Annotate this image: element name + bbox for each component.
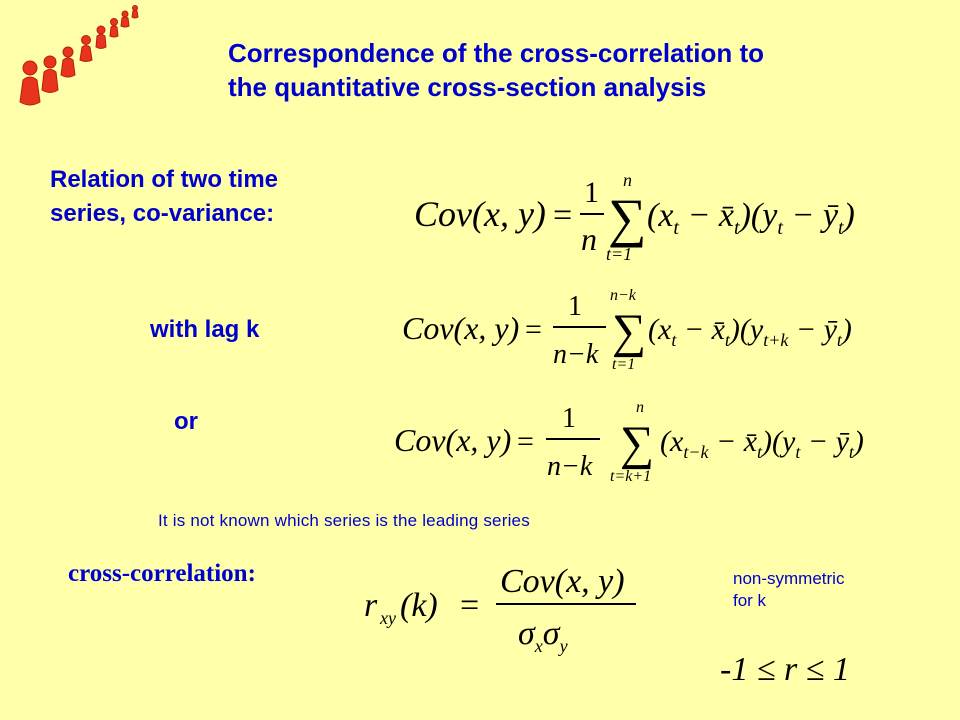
non-symmetric-note <box>733 568 844 612</box>
pawn-icon <box>132 6 138 19</box>
equals-sign: = <box>525 313 542 346</box>
fraction-denominator: n <box>581 221 597 257</box>
equals-sign: = <box>460 587 480 624</box>
non-symmetric-line-2: for k <box>733 591 767 610</box>
fraction-numerator: 1 <box>568 291 582 322</box>
fraction-numerator: 1 <box>562 403 576 434</box>
fraction-denominator: $\sigma_x\sigma_y$ <box>518 615 568 656</box>
fraction-numerator: 1 <box>584 176 599 209</box>
sum-lower-limit: t=1 <box>612 356 636 373</box>
relation-label-line-2: series, co-variance: <box>50 200 275 227</box>
covariance-formula <box>410 168 880 268</box>
pawn-icon <box>42 56 58 93</box>
formula-lhs-subscript: xy <box>380 608 396 628</box>
sum-lower-limit: t=k+1 <box>610 468 652 485</box>
sum-upper-limit: n <box>636 399 644 416</box>
summand: ($x_t$ − $x̄_t)(y_t$ − $ȳ_t$) <box>647 197 855 239</box>
fraction-denominator: n−k <box>547 451 593 482</box>
title-line-2: the quantitative cross-section analysis <box>228 72 707 102</box>
formula-lhs: r <box>364 587 378 624</box>
formula-lhs-argument: (k) <box>400 587 438 624</box>
summand: ($x_{t-k}$ − $x̄_t)(y_t$ − $ȳ_t$) <box>660 425 864 462</box>
equals-sign: = <box>553 197 573 234</box>
lag-label: with lag k <box>150 316 260 343</box>
or-label: or <box>174 408 198 435</box>
fraction-numerator: Cov(x, y) <box>500 563 625 600</box>
leading-series-note: It is not known which series is the leading series <box>158 511 530 530</box>
formula-lhs: Cov(x, y) <box>414 194 546 234</box>
non-symmetric-line-1: non-symmetric <box>733 569 845 588</box>
fraction-denominator: n−k <box>553 339 599 370</box>
title-line-1: Correspondence of the cross-correlation to <box>228 38 764 68</box>
sum-upper-limit: n−k <box>610 287 636 304</box>
relation-label-line-1: Relation of two time <box>50 166 278 193</box>
summand: ($x_t$ − $x̄_t)(y_{t+k}$ − $ȳ_t$) <box>648 313 852 350</box>
pawn-icon <box>96 26 106 49</box>
formula-lhs: Cov(x, y) <box>402 310 520 346</box>
sigma-symbol: ∑ <box>620 417 655 470</box>
sigma-symbol: ∑ <box>608 188 647 248</box>
correlation-bounds-formula <box>716 642 876 692</box>
cross-correlation-formula <box>360 556 660 666</box>
equals-sign: = <box>517 425 534 458</box>
lead-covariance-formula <box>390 397 910 489</box>
formula-lhs: Cov(x, y) <box>394 422 512 458</box>
pawn-icon <box>20 61 40 105</box>
pawn-icon <box>121 11 129 27</box>
relation-label <box>50 163 278 231</box>
lag-covariance-formula <box>398 285 888 377</box>
sigma-symbol: ∑ <box>612 305 647 358</box>
page-title <box>228 36 928 104</box>
bounds-expression: -1 ≤ r ≤ 1 <box>720 651 850 688</box>
pawn-icon <box>80 36 92 62</box>
sum-lower-limit: t=1 <box>606 244 633 264</box>
pawn-icon <box>110 19 118 38</box>
cross-correlation-label: cross-correlation: <box>68 560 256 587</box>
sum-upper-limit: n <box>623 170 632 190</box>
pawn-icon <box>61 47 75 77</box>
pawns-logo <box>10 0 150 115</box>
